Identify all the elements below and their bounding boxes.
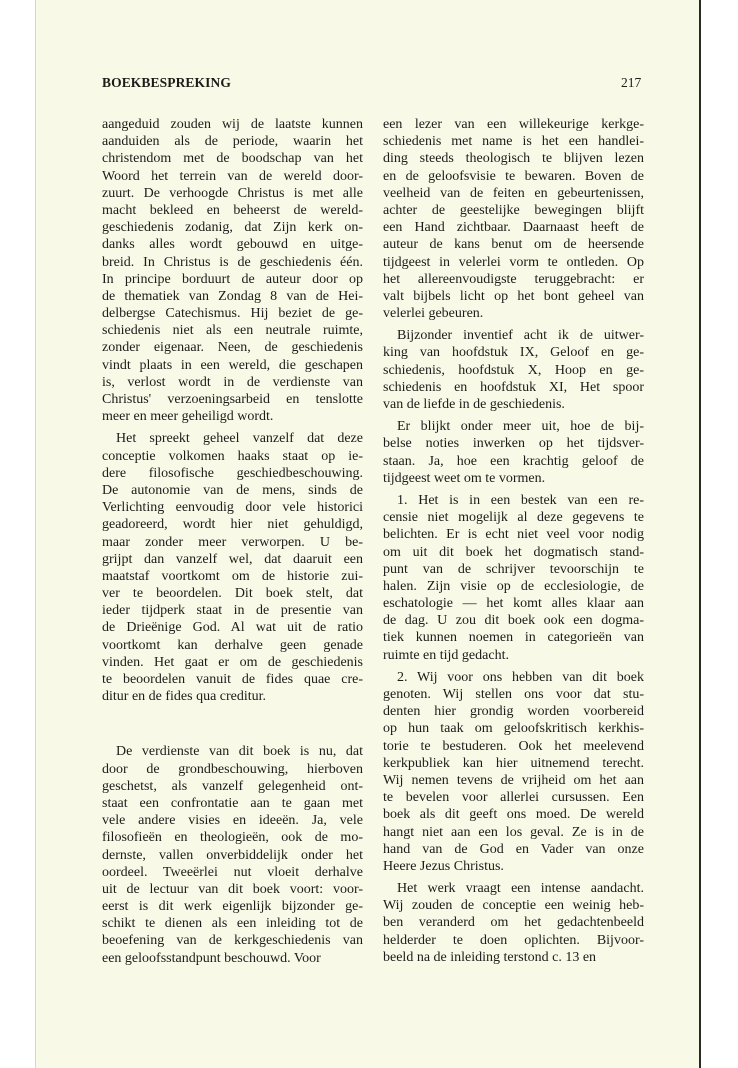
paragraph	[102, 116, 363, 425]
running-head: BOEKBESPREKING	[102, 75, 231, 90]
page-number: 217	[621, 75, 642, 90]
text-line: een lezer van een willekeurige kerkge-	[383, 117, 644, 132]
text-line: maatstaf voortkomt om de historie zui-	[102, 568, 363, 584]
text-line: Wij nemen tevens de vrijheid om het aan	[383, 772, 644, 788]
text-line: oordeel. Tweeërlei nut vloeit derhalve	[102, 864, 363, 880]
text-line: om uit dit boek het dogmatisch stand-	[383, 544, 644, 560]
text-line: uit de lectuur van dit boek voort: voor-	[102, 881, 363, 897]
text-line: achter de geestelijke bewegingen blijft	[383, 202, 644, 218]
paragraph	[383, 880, 644, 966]
text-line: helderder te doen oplichten. Bijvoor-	[383, 932, 644, 948]
text-line: Christus' verzoeningsarbeid en tenslotte	[102, 392, 363, 407]
text-line: vindt plaats in een wereld, die geschapen	[102, 357, 363, 373]
paragraph	[383, 116, 644, 322]
text-line: zuurt. De verhoogde Christus is met alle	[102, 185, 363, 201]
text-line: schiedenis en hoofdstuk XI, Het spoor	[383, 379, 644, 395]
text-line: en de geloofsvisie te bewaren. Boven de	[383, 168, 644, 184]
text-line: vinden. Het gaat er om de geschiedenis	[102, 654, 363, 670]
text-line: tiek kunnen noemen in categorieën van	[383, 630, 644, 646]
text-line: zonder eigenaar. Neen, de geschiedenis	[102, 340, 363, 356]
text-line: een geloofsstandpunt beschouwd. Voor	[102, 950, 321, 966]
text-line: boek als dit geeft ons moed. De wereld	[383, 807, 644, 823]
text-line: tijdgeest in velerlei vorm te ontleden. Op	[383, 254, 644, 270]
text-line: punt van de schrijver tevoorschijn te	[383, 561, 644, 577]
text-line: geadoreerd, wordt hier niet gehuldigd,	[102, 517, 363, 533]
text-line: te beoordelen vanuit de fides quae cre-	[102, 672, 363, 687]
text-line: de thematiek van Zondag 8 van de Hei-	[102, 288, 363, 304]
text-line: conceptie volkomen haaks staat op ie-	[102, 448, 363, 464]
text-line: Bijzonder inventief acht ik de uitwer-	[397, 328, 644, 344]
text-line: van de liefde in de geschiedenis.	[383, 397, 565, 412]
text-line: christendom met de boodschap van het	[102, 151, 363, 167]
text-line: vele andere visies en ideeën. Ja, vele	[102, 813, 363, 829]
text-line: schikt te dienen als een inleiding tot de	[102, 916, 363, 932]
text-line: Het werk vraagt een intense aandacht.	[397, 881, 644, 897]
text-line: belichten. Er is echt niet veel voor nodig	[383, 527, 644, 543]
text-line: hangt niet aan een los geval. Ze is in de	[383, 824, 644, 840]
text-line: aangeduid zouden wij de laatste kunnen	[102, 117, 363, 132]
text-line: ding steeds theologisch te blijven lezen	[383, 151, 644, 167]
text-line: grijpt dan vanzelf wel, dat daaruit een	[102, 551, 363, 567]
text-line: De autonomie van de mens, sinds de	[102, 482, 363, 498]
text-line: op hun taak om geloofskritisch kerkhis-	[383, 721, 644, 737]
text-line: aanduiden als de periode, waarin het	[102, 134, 363, 150]
text-line: Verlichting eenvoudig door vele historici	[102, 500, 363, 516]
text-line: beoefening van de kerkgeschiedenis van	[102, 933, 363, 949]
text-line: maar zonder meer verworpen. U be-	[102, 534, 363, 550]
text-line: delbergse Catechismus. Hij beziet de ge-	[102, 306, 363, 322]
text-line: Woord het terrein van de wereld door-	[102, 168, 363, 184]
right-column	[383, 116, 644, 971]
text-line: schiedenis, hoofdstuk X, Hoop en ge-	[383, 362, 644, 378]
text-line: hand van de God en Vader van onze	[383, 841, 644, 857]
text-line: king van hoofdstuk IX, Geloof en ge-	[383, 345, 644, 361]
text-line: 1. Het is in een bestek van een re-	[397, 492, 644, 508]
text-line: auteur de kans benut om de heersende	[383, 237, 644, 253]
text-line: ditur en de fides qua creditur.	[102, 689, 267, 705]
paragraph	[383, 418, 644, 487]
text-line: valt bijbels licht op het bont geheel van	[383, 288, 644, 304]
text-line: Het spreekt geheel vanzelf dat deze	[116, 431, 363, 447]
text-line: de dag. U zou dit boek ook een dogma-	[383, 613, 644, 629]
text-line: het allereenvoudigste teruggebracht: er	[383, 271, 644, 287]
text-line: filosofieën en theologieën, ook de mo-	[102, 830, 363, 846]
text-line: geschiedenis zodanig, dat Zijn kerk on-	[102, 220, 363, 236]
text-line: torie te bestuderen. Ook het meelevend	[383, 738, 644, 754]
text-line: ben veranderd om het gedachtenbeeld	[383, 915, 644, 931]
text-line: voortkomt kan derhalve geen genade	[102, 637, 363, 653]
text-line: eerst is dit werk eigenlijk bijzonder ge-	[102, 899, 363, 915]
text-line: 2. Wij voor ons hebben van dit boek	[397, 669, 644, 685]
text-line: Wij zouden de conceptie een weinig heb-	[383, 898, 644, 914]
paragraph	[102, 430, 363, 705]
text-line: halen. Zijn visie op de ecclesiologie, de	[383, 578, 644, 594]
text-line: kerkpubliek kan hier uitnemend terecht.	[383, 755, 644, 771]
text-line: In principe borduurt de auteur door op	[102, 271, 363, 287]
text-line: beeld na de inleiding terstond c. 13 en	[383, 949, 597, 965]
text-line: schiedenis niet als een neutrale ruimte,	[102, 323, 363, 339]
page-edge-divider	[699, 0, 701, 1068]
text-line: staan. Ja, hoe een krachtig geloof de	[383, 453, 644, 469]
text-line: dernste, vallen onverbiddelijk onder het	[102, 847, 363, 863]
text-line: Er blijkt onder meer uit, hoe de bij-	[397, 419, 644, 435]
text-line: te bevelen voor allerlei cursussen. Een	[383, 790, 644, 806]
text-line: is, verlost wordt in de verdienste van	[102, 374, 363, 390]
text-line: tijdgeest weet om te vormen.	[383, 470, 546, 486]
text-line: dere filosofische geschiedbeschouwing.	[102, 465, 363, 481]
paragraph	[102, 743, 363, 966]
left-column	[102, 116, 363, 972]
text-line: eschatologie — het komt alles klaar aan	[383, 596, 644, 612]
text-line: schiedenis met name is het een handlei-	[383, 134, 644, 150]
text-line: veelheid van de feiten en gebeurtenissen,	[383, 185, 644, 201]
text-line: door de grondbeschouwing, hierboven	[102, 761, 363, 777]
text-line: breid. In Christus is de geschiedenis één.	[102, 254, 363, 270]
text-line: belse noties inwerken op het tijdsver-	[383, 436, 644, 452]
text-line: staat een confrontatie aan te gaan met	[102, 795, 363, 811]
paragraph	[383, 669, 644, 875]
text-line: ruimte en tijd gedacht.	[383, 647, 509, 663]
text-line: ieder tijdperk staat in de presentie van	[102, 603, 363, 619]
text-line: macht bekleed en beheerst de wereld-	[102, 202, 363, 218]
text-line: genoten. Wij stellen ons voor dat stu-	[383, 687, 644, 702]
text-line: censie niet mogelijk al deze gegevens te	[383, 510, 644, 526]
text-line: geschetst, als vanzelf gelegenheid ont-	[102, 778, 363, 794]
text-line: denten hier grondig worden voorbereid	[383, 704, 644, 720]
text-line: De verdienste van dit boek is nu, dat	[116, 744, 363, 760]
paragraph	[383, 492, 644, 664]
text-line: een Hand zichtbaar. Daarnaast heeft de	[383, 220, 644, 236]
text-line: meer en meer geheiligd wordt.	[102, 409, 274, 425]
text-line: danks alles wordt gebouwd en uitge-	[102, 237, 363, 253]
paragraph	[383, 327, 644, 413]
text-line: de Drieënige God. Al wat uit de ratio	[102, 620, 363, 636]
text-line: ver te beoordelen. Dit boek stelt, dat	[102, 586, 363, 602]
text-line: velerlei gebeuren.	[383, 306, 484, 322]
text-line: Heere Jezus Christus.	[383, 858, 504, 874]
